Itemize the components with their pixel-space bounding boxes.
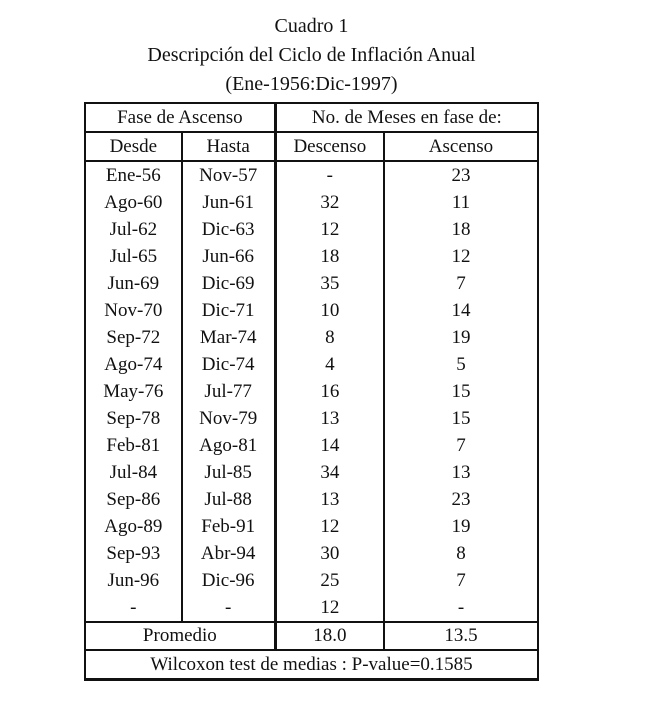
cell-descenso: 8 [275,324,384,351]
table-number: Cuadro 1 [274,15,349,37]
cell-descenso: 13 [275,486,384,513]
cell-desde: Ene-56 [105,165,161,186]
column-header-descenso: Descenso [275,132,384,161]
cell-ascenso: 23 [384,486,538,513]
cell-descenso: 4 [275,351,384,378]
cell-ascenso: 7 [384,567,538,594]
table-title: Descripción del Ciclo de Inflación Anual [147,44,476,66]
cell-desde: Sep-78 [106,408,161,429]
table-content [84,0,539,681]
table-row [85,161,538,189]
wilcoxon-note-row [85,650,538,680]
cell-ascenso: 7 [384,432,538,459]
cell-ascenso: 14 [384,297,538,324]
table-row [85,216,538,243]
table-row [85,540,538,567]
cell-hasta: Mar-74 [182,324,276,351]
table-row [85,324,538,351]
cell-descenso: 12 [275,594,384,622]
promedio-label: Promedio [85,622,275,650]
cell-hasta: Jul-88 [182,486,276,513]
cell-descenso: 25 [275,567,384,594]
cell-ascenso: 8 [384,540,538,567]
cell-desde: Jul-62 [109,219,158,240]
cell-descenso: 32 [275,189,384,216]
cell-descenso: 18 [275,243,384,270]
table-row [85,594,538,622]
cell-desde: Jul-84 [109,462,158,483]
cell-hasta: - [182,594,276,622]
cell-ascenso: 7 [384,270,538,297]
table-row [85,297,538,324]
table-row [85,189,538,216]
cell-descenso: 35 [275,270,384,297]
table-row [85,378,538,405]
column-header-hasta: Hasta [182,132,276,161]
wilcoxon-note: Wilcoxon test de medias : P-value=0.1585 [150,654,473,675]
cell-hasta: Jun-61 [182,189,276,216]
cell-ascenso: 19 [384,324,538,351]
cell-ascenso: 13 [384,459,538,486]
cell-desde: Jul-65 [109,246,158,267]
cell-hasta: Jul-85 [182,459,276,486]
cell-descenso: 10 [275,297,384,324]
cell-descenso: 13 [275,405,384,432]
cell-desde: - [130,597,137,618]
cycle-rows [85,161,538,622]
column-header-desde: Desde [85,132,182,161]
cell-descenso: 12 [275,513,384,540]
cell-ascenso: - [384,594,538,622]
cell-desde: Nov-70 [104,300,163,321]
cell-hasta: Feb-91 [182,513,276,540]
cell-ascenso: 15 [384,378,538,405]
cell-hasta: Jul-77 [182,378,276,405]
table-row [85,270,538,297]
cell-hasta: Dic-96 [182,567,276,594]
cell-ascenso: 23 [384,161,538,189]
cell-desde: Ago-89 [104,516,163,537]
cell-desde: Feb-81 [106,435,161,456]
cell-descenso: 12 [275,216,384,243]
promedio-row [85,622,538,650]
header-group-meses: No. de Meses en fase de: [275,103,538,132]
cell-hasta: Nov-79 [182,405,276,432]
cell-ascenso: 12 [384,243,538,270]
table-row [85,513,538,540]
column-header-ascenso: Ascenso [384,132,538,161]
cell-hasta: Dic-63 [182,216,276,243]
cell-ascenso: 19 [384,513,538,540]
column-header-row [85,132,538,161]
cell-hasta: Dic-69 [182,270,276,297]
cell-hasta: Ago-81 [182,432,276,459]
promedio-ascenso: 13.5 [384,622,538,650]
cell-desde: Sep-72 [106,327,161,348]
cell-hasta: Nov-57 [182,161,276,189]
table-header [85,103,538,161]
cell-hasta: Dic-74 [182,351,276,378]
cell-desde: Ago-74 [104,354,163,375]
cell-descenso: 14 [275,432,384,459]
cell-hasta: Dic-71 [182,297,276,324]
cell-descenso: 34 [275,459,384,486]
cell-desde: Ago-60 [104,192,163,213]
cell-ascenso: 18 [384,216,538,243]
table-row [85,351,538,378]
cell-descenso: 30 [275,540,384,567]
cell-hasta: Abr-94 [182,540,276,567]
table-row [85,243,538,270]
cell-desde: Sep-93 [106,543,161,564]
table-row [85,432,538,459]
table-subtitle: (Ene-1956:Dic-1997) [225,73,398,95]
cell-desde: Jun-96 [107,570,160,591]
header-group-row [85,103,538,132]
title-block [84,12,539,99]
cell-descenso: 16 [275,378,384,405]
table-footer [85,622,538,680]
promedio-descenso: 18.0 [275,622,384,650]
cell-descenso: - [275,161,384,189]
cell-hasta: Jun-66 [182,243,276,270]
header-group-fase: Fase de Ascenso [85,103,275,132]
cell-desde: Jun-69 [107,273,160,294]
table-row [85,567,538,594]
cell-ascenso: 5 [384,351,538,378]
table-row [85,486,538,513]
inflation-cycle-table [84,102,539,681]
cell-ascenso: 11 [384,189,538,216]
cell-desde: May-76 [103,381,164,402]
cell-ascenso: 15 [384,405,538,432]
table-row [85,405,538,432]
table-row [85,459,538,486]
cell-desde: Sep-86 [106,489,161,510]
